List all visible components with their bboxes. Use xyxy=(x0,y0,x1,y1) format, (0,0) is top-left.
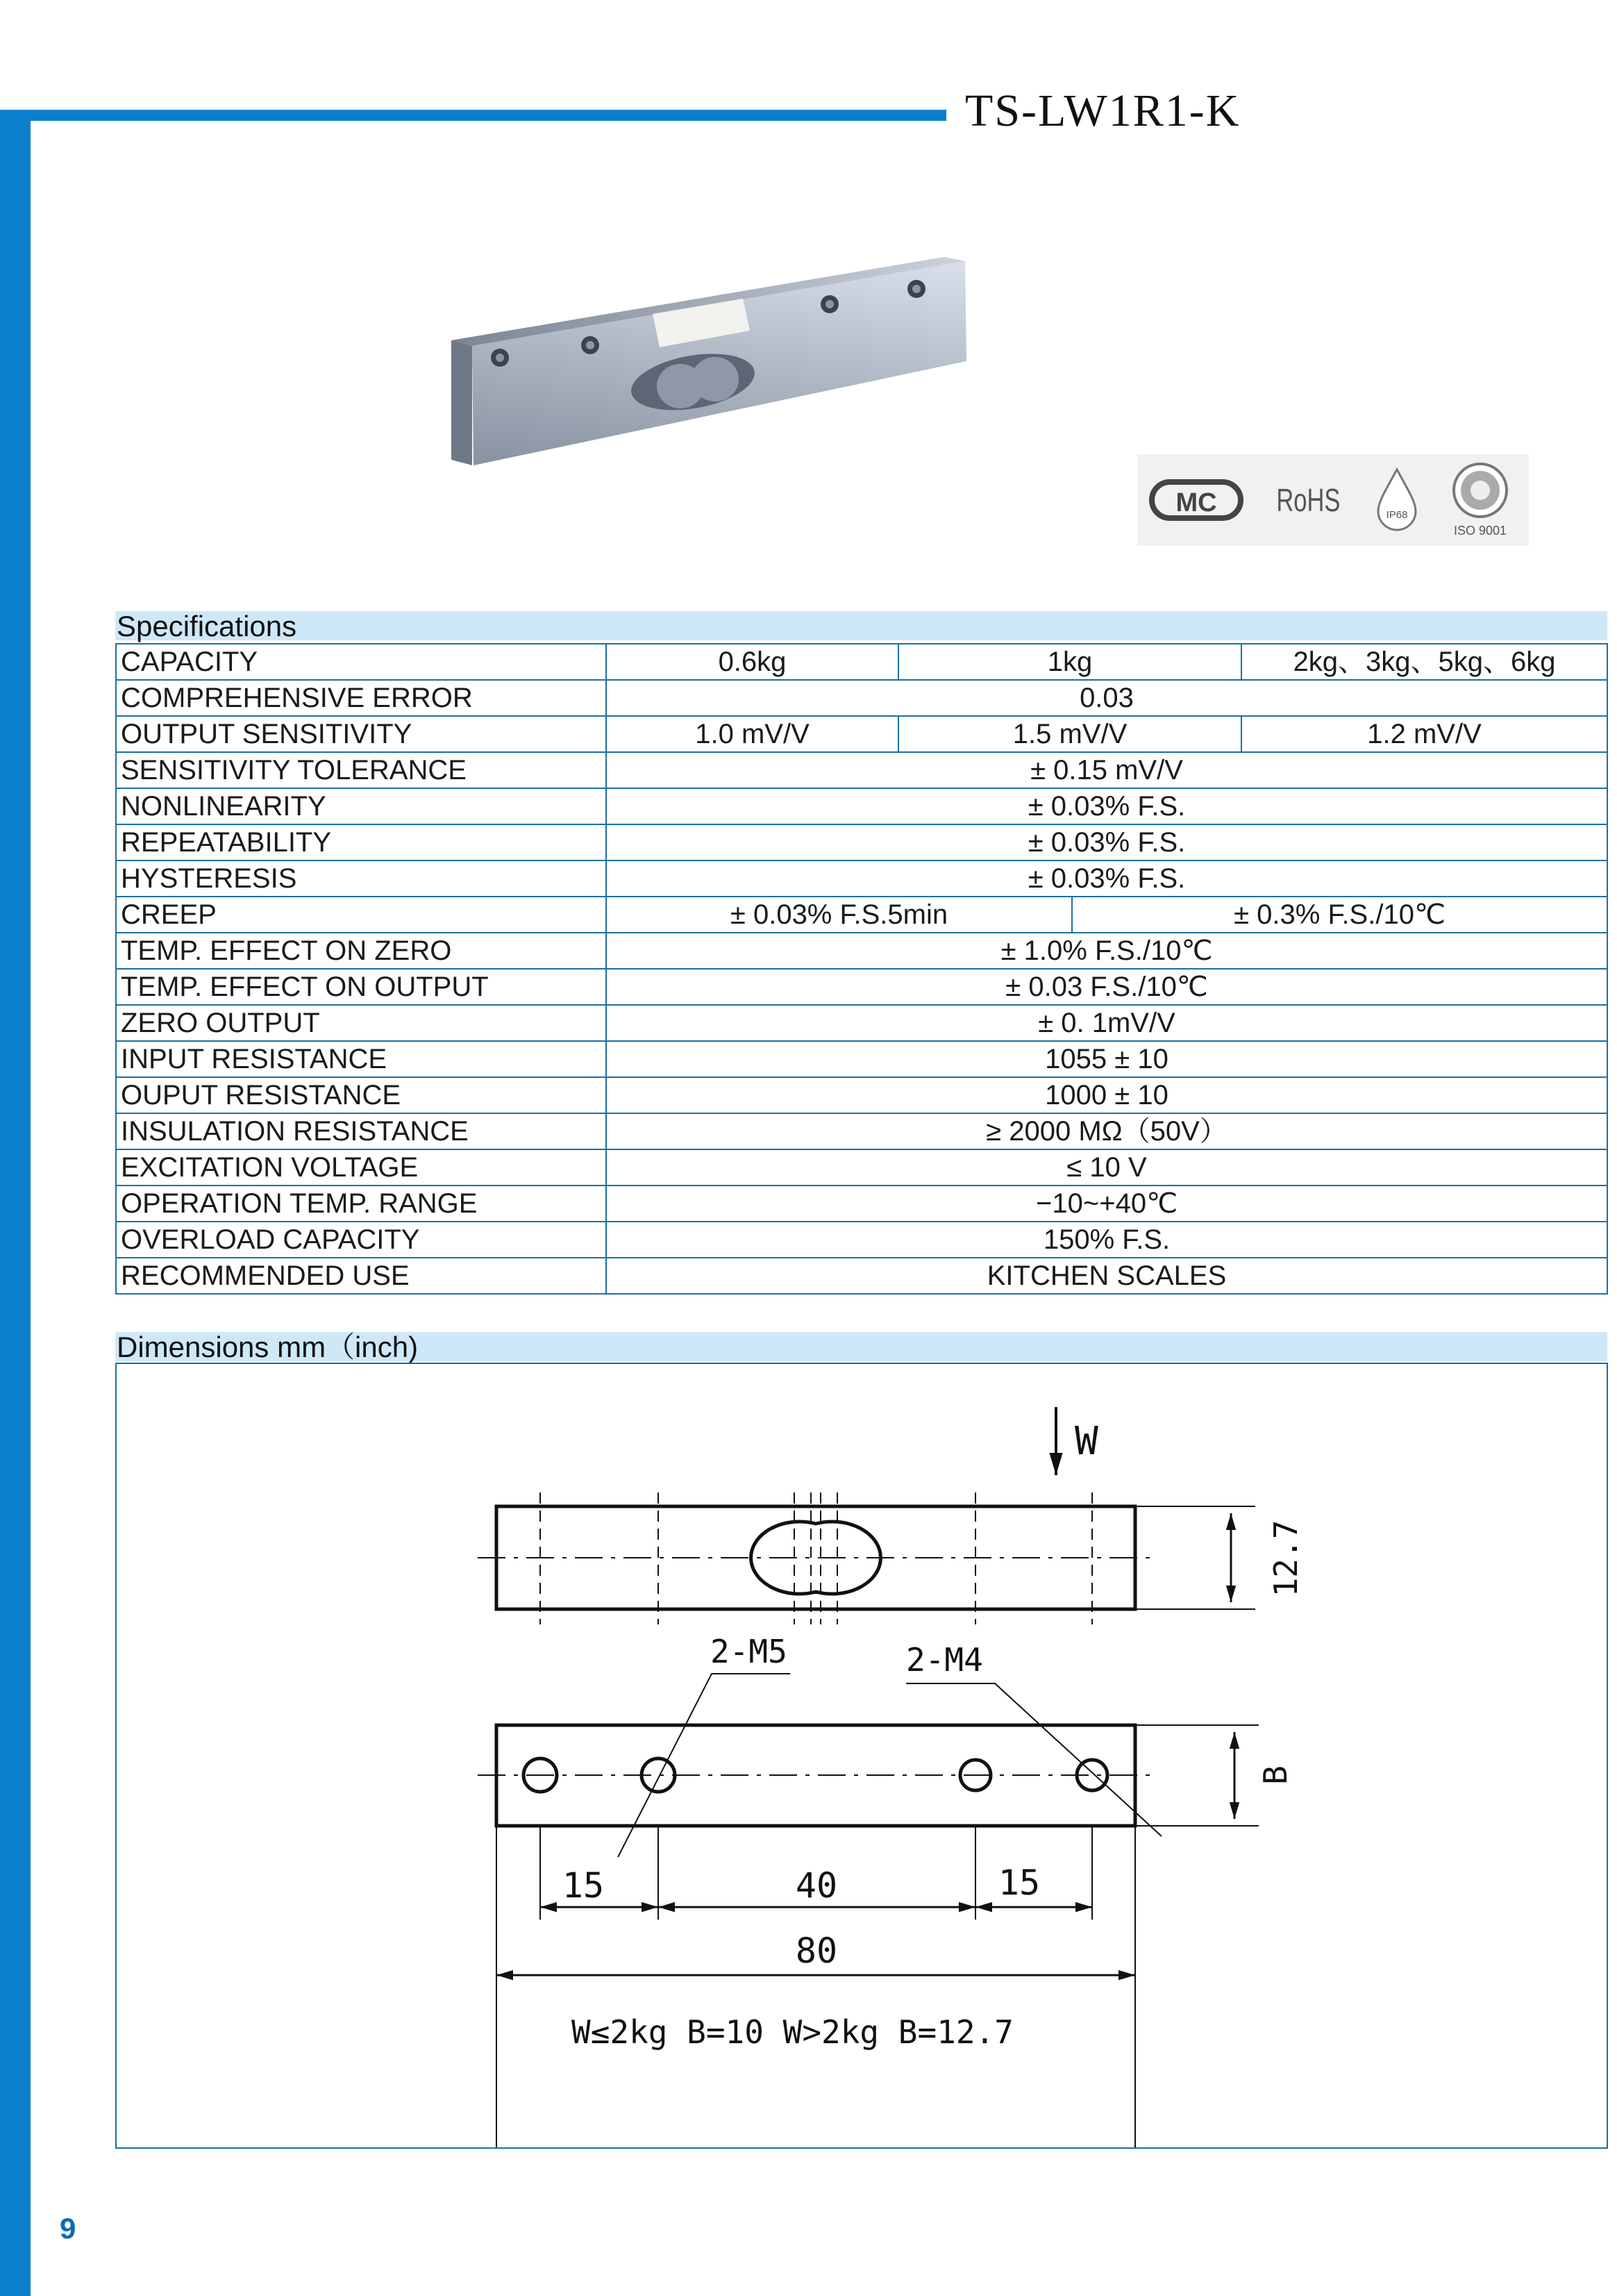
capacity-note: W≤2kg B=10 W>2kg B=12.7 xyxy=(571,2013,1014,2051)
input-resistance-label: INPUT RESISTANCE xyxy=(116,1041,606,1077)
dimension-drawing xyxy=(117,1364,1607,2147)
product-photo xyxy=(444,250,1028,472)
recommended-use-label: RECOMMENDED USE xyxy=(116,1258,606,1294)
output-sensitivity-value-1: 1.0 mV/V xyxy=(606,716,898,752)
insulation-resistance-value: ≥ 2000 MΩ（50V） xyxy=(606,1113,1607,1149)
repeatability-label: REPEATABILITY xyxy=(116,824,606,860)
output-sensitivity-value-3: 1.2 mV/V xyxy=(1241,716,1607,752)
table-row xyxy=(116,1041,1607,1077)
svg-text:IP68: IP68 xyxy=(1386,509,1407,521)
nonlinearity-label: NONLINEARITY xyxy=(116,788,606,824)
blue-sidebar xyxy=(0,110,31,2296)
height-label: 12.7 xyxy=(1267,1520,1305,1597)
temp-effect-output-value: ± 0.03 F.S./10℃ xyxy=(606,969,1607,1005)
output-resistance-label: OUPUT RESISTANCE xyxy=(116,1077,606,1113)
capacity-value-3: 2kg、3kg、5kg、6kg xyxy=(1241,644,1607,680)
table-row xyxy=(116,1149,1607,1186)
table-row xyxy=(116,969,1607,1005)
table-row xyxy=(116,1077,1607,1113)
dim-right-label: 15 xyxy=(998,1863,1041,1903)
capacity-value-2: 1kg xyxy=(898,644,1241,680)
sensitivity-tolerance-label: SENSITIVITY TOLERANCE xyxy=(116,752,606,788)
table-row xyxy=(116,860,1607,897)
table-row xyxy=(116,752,1607,788)
certification-strip xyxy=(1137,454,1529,546)
dim-total-label: 80 xyxy=(795,1931,838,1971)
table-row xyxy=(116,824,1607,860)
output-sensitivity-value-2: 1.5 mV/V xyxy=(898,716,1241,752)
creep-value-1: ± 0.03% F.S.5min xyxy=(606,897,1072,933)
specifications-header: Specifications xyxy=(115,611,1607,640)
creep-value-2: ± 0.3% F.S./10℃ xyxy=(1072,897,1607,933)
output-sensitivity-label: OUTPUT SENSITIVITY xyxy=(116,716,606,752)
svg-text:MC: MC xyxy=(1175,488,1217,517)
ip68-mark xyxy=(1373,465,1421,535)
table-row xyxy=(116,1222,1607,1258)
repeatability-value: ± 0.03% F.S. xyxy=(606,824,1607,860)
nonlinearity-value: ± 0.03% F.S. xyxy=(606,788,1607,824)
table-row xyxy=(116,1258,1607,1294)
load-label: W xyxy=(1075,1419,1098,1464)
excitation-voltage-label: EXCITATION VOLTAGE xyxy=(116,1149,606,1186)
overload-capacity-value: 150% F.S. xyxy=(606,1222,1607,1258)
dim-left-label: 15 xyxy=(562,1865,605,1906)
header-rule xyxy=(0,110,946,121)
operation-temp-range-label: OPERATION TEMP. RANGE xyxy=(116,1186,606,1222)
comprehensive-error-value: 0.03 xyxy=(606,680,1607,716)
page-number: 9 xyxy=(60,2212,76,2245)
zero-output-value: ± 0. 1mV/V xyxy=(606,1005,1607,1041)
svg-text:ISO 9001: ISO 9001 xyxy=(1453,524,1507,538)
comprehensive-error-label: COMPREHENSIVE ERROR xyxy=(116,680,606,716)
specifications-table xyxy=(115,643,1608,1295)
table-row xyxy=(116,788,1607,824)
table-row xyxy=(116,897,1607,933)
operation-temp-range-value: −10~+40℃ xyxy=(606,1186,1607,1222)
table-row xyxy=(116,716,1607,752)
capacity-value-1: 0.6kg xyxy=(606,644,898,680)
table-row xyxy=(116,1186,1607,1222)
creep-label: CREEP xyxy=(116,897,606,933)
dim-middle-label: 40 xyxy=(795,1865,838,1906)
table-row xyxy=(116,644,1607,680)
insulation-resistance-label: INSULATION RESISTANCE xyxy=(116,1113,606,1149)
excitation-voltage-value: ≤ 10 V xyxy=(606,1149,1607,1186)
hysteresis-label: HYSTERESIS xyxy=(116,860,606,897)
table-row xyxy=(116,1113,1607,1149)
overload-capacity-label: OVERLOAD CAPACITY xyxy=(116,1222,606,1258)
hysteresis-value: ± 0.03% F.S. xyxy=(606,860,1607,897)
m5-label: 2-M5 xyxy=(710,1633,787,1670)
dimensions-header: Dimensions mm（inch) xyxy=(115,1332,1607,1361)
temp-effect-zero-value: ± 1.0% F.S./10℃ xyxy=(606,933,1607,969)
input-resistance-value: 1055 ± 10 xyxy=(606,1041,1607,1077)
table-row xyxy=(116,933,1607,969)
rohs-mark: RoHS xyxy=(1276,482,1341,518)
m4-leader xyxy=(906,1683,1162,1836)
zero-output-label: ZERO OUTPUT xyxy=(116,1005,606,1041)
cmc-mark xyxy=(1148,472,1245,528)
recommended-use-value: KITCHEN SCALES xyxy=(606,1258,1607,1294)
output-resistance-value: 1000 ± 10 xyxy=(606,1077,1607,1113)
temp-effect-output-label: TEMP. EFFECT ON OUTPUT xyxy=(116,969,606,1005)
m4-label: 2-M4 xyxy=(906,1641,983,1679)
temp-effect-zero-label: TEMP. EFFECT ON ZERO xyxy=(116,933,606,969)
table-row xyxy=(116,1005,1607,1041)
capacity-label: CAPACITY xyxy=(116,644,606,680)
width-label: B xyxy=(1257,1765,1294,1785)
table-row xyxy=(116,680,1607,716)
dimensions-drawing-box xyxy=(115,1363,1608,2149)
sensitivity-tolerance-value: ± 0.15 mV/V xyxy=(606,752,1607,788)
model-title: TS-LW1R1-K xyxy=(965,85,1241,136)
iso9001-mark xyxy=(1442,458,1518,542)
